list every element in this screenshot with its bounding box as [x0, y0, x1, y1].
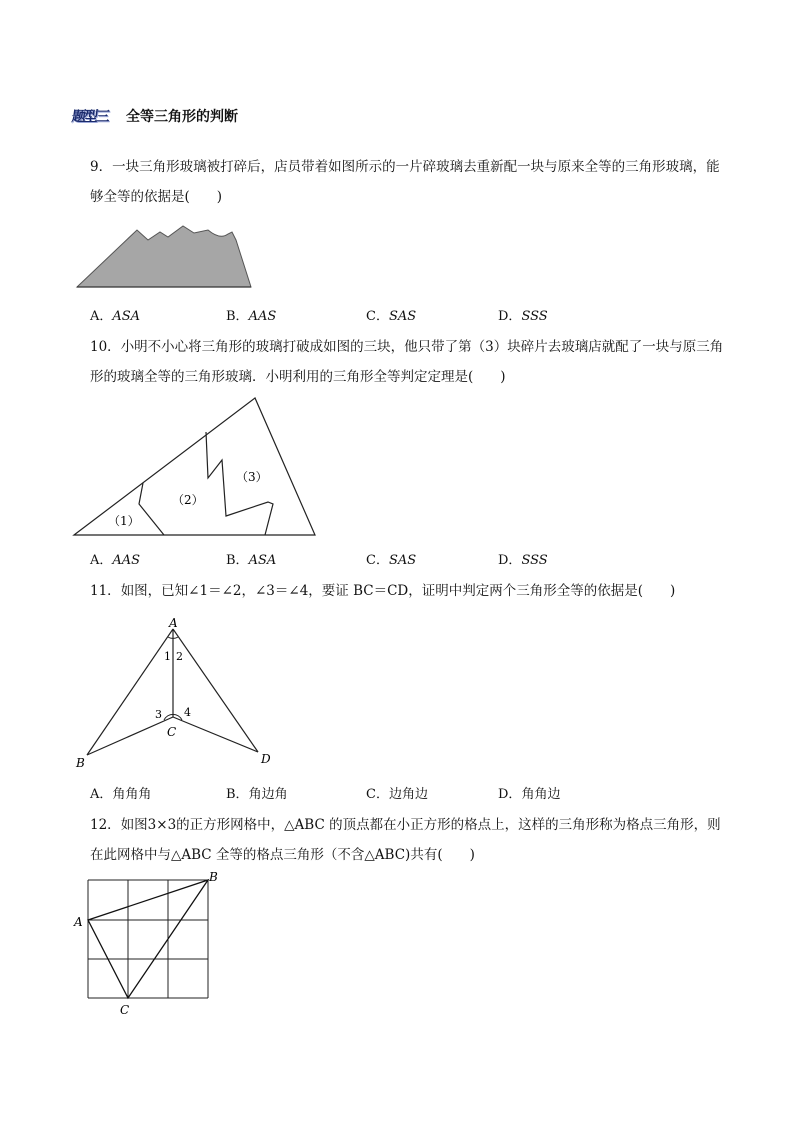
question-text-line1: 一块三角形玻璃被打碎后，店员带着如图所示的一片碎玻璃去重新配一块与原来全等的三角形玻璃，能 — [112, 159, 720, 175]
point-label-a: A — [74, 915, 83, 929]
piece-label-2: （2） — [172, 493, 204, 507]
option-d[interactable]: D．SSS — [498, 309, 548, 324]
section-badge: 题型三 — [70, 109, 109, 125]
grid-lines — [88, 880, 208, 998]
question-text-line2: 形的玻璃全等的三角形玻璃．小明利用的三角形全等判定定理是( ) — [90, 369, 506, 385]
grid-figure — [70, 868, 230, 1023]
broken-glass-figure — [70, 222, 260, 292]
option-c[interactable]: C．SAS — [366, 553, 417, 568]
option-a[interactable]: A．角角角 — [90, 787, 152, 802]
three-pieces-figure — [68, 394, 320, 540]
question-10 — [90, 332, 730, 392]
option-a[interactable]: A．ASA — [90, 309, 141, 324]
question-text-line2: 够全等的依据是( ) — [90, 189, 223, 205]
angle-label-1: 1 — [164, 650, 171, 663]
option-b[interactable]: B．AAS — [226, 309, 277, 324]
option-b[interactable]: B．ASA — [226, 553, 277, 568]
point-label-c: C — [120, 1003, 130, 1017]
question-text-line1: 如图3×3的正方形网格中，△ABC 的顶点都在小正方形的格点上，这样的三角形称为格点三角形，则 — [120, 817, 721, 833]
question-12 — [90, 810, 730, 870]
options-q10 — [90, 549, 710, 571]
piece-label-3: （3） — [236, 470, 268, 484]
point-label-d: D — [261, 752, 271, 766]
angle-label-3: 3 — [155, 708, 162, 721]
section-title: 全等三角形的判断 — [126, 109, 238, 125]
point-label-a: A — [169, 616, 178, 630]
angle-figure — [70, 612, 280, 772]
question-number: 11． — [90, 583, 121, 599]
point-label-b: B — [209, 870, 218, 884]
section-heading — [72, 104, 238, 128]
options-q11 — [90, 783, 710, 805]
options-q9 — [90, 305, 710, 327]
question-number: 12． — [90, 817, 121, 833]
angle-label-2: 2 — [176, 650, 183, 663]
option-d[interactable]: D．SSS — [498, 553, 548, 568]
glass-shard-shape — [77, 226, 251, 287]
triangle-abc — [88, 880, 208, 998]
point-label-c: C — [167, 725, 177, 739]
option-c[interactable]: C．边角边 — [366, 787, 428, 802]
question-text-line1: 如图，已知∠1＝∠2，∠3＝∠4，要证 BC＝CD，证明中判定两个三角形全等的依据是( ) — [120, 583, 676, 599]
option-c[interactable]: C．SAS — [366, 309, 417, 324]
question-11 — [90, 576, 730, 606]
question-number: 10． — [90, 339, 121, 355]
option-b[interactable]: B．角边角 — [226, 787, 288, 802]
segment-ad — [173, 629, 258, 752]
crack-line-1 — [139, 483, 164, 535]
option-d[interactable]: D．角角边 — [498, 787, 561, 802]
point-label-b: B — [76, 756, 85, 770]
question-text-line1: 小明不小心将三角形的玻璃打破成如图的三块，他只带了第（3）块碎片去玻璃店就配了一块与原三角 — [120, 339, 724, 355]
question-number: 9． — [90, 159, 113, 175]
question-9 — [90, 152, 730, 212]
angle-label-4: 4 — [184, 706, 191, 719]
piece-label-1: （1） — [108, 514, 140, 528]
option-a[interactable]: A．AAS — [90, 553, 141, 568]
question-text-line2: 在此网格中与△ABC 全等的格点三角形（不含△ABC)共有( ) — [90, 847, 475, 863]
